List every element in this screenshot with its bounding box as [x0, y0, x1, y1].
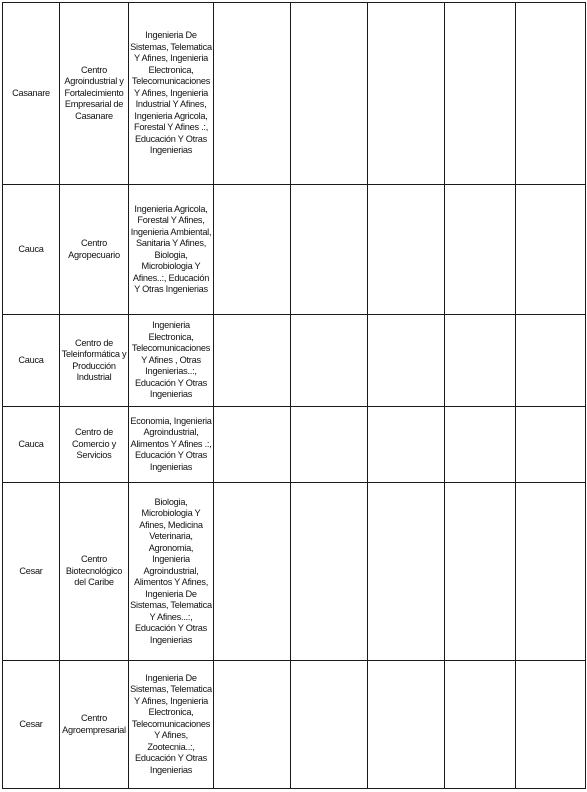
table-row: [3, 185, 586, 315]
centro-cell: Centro de Teleinformática y Producción Industrial: [60, 315, 129, 407]
table-row: [3, 483, 586, 661]
empty-cell: [214, 185, 291, 315]
empty-cell: [214, 661, 291, 789]
centro-cell: Centro Agroempresarial: [60, 661, 129, 789]
departamento-cell: Casanare: [3, 3, 60, 185]
programas-cell: Economia, Ingenieria Agroindustrial, Alimentos Y Afines .:, Educación Y Otras Ingenierias: [129, 407, 214, 483]
table-row: [3, 661, 586, 789]
empty-cell: [291, 661, 368, 789]
departamento-cell: Cauca: [3, 185, 60, 315]
empty-cell: [291, 3, 368, 185]
empty-cell: [445, 3, 516, 185]
empty-cell: [445, 185, 516, 315]
empty-cell: [291, 483, 368, 661]
document-table: [2, 2, 586, 789]
empty-cell: [445, 661, 516, 789]
empty-cell: [368, 407, 445, 483]
programas-cell: Ingenieria De Sistemas, Telematica Y Afines, Ingenieria Electronica, Telecomunicaciones Y Afines, Ingenieria Industrial Y Afines, Ingenieria Agricola, Forestal Y Afines .:, Educación Y Otras Ingenierias: [129, 3, 214, 185]
centro-cell: Centro de Comercio y Servicios: [60, 407, 129, 483]
empty-cell: [516, 185, 586, 315]
empty-cell: [214, 407, 291, 483]
empty-cell: [516, 3, 586, 185]
programas-cell: Ingenieria Electronica, Telecomunicaciones Y Afines , Otras Ingenierias..:, Educación Y Otras Ingenierias: [129, 315, 214, 407]
centro-cell: Centro Agroindustrial y Fortalecimiento Empresarial de Casanare: [60, 3, 129, 185]
empty-cell: [368, 185, 445, 315]
empty-cell: [291, 185, 368, 315]
empty-cell: [516, 407, 586, 483]
table-row: [3, 3, 586, 185]
centro-cell: Centro Biotecnológico del Caribe: [60, 483, 129, 661]
departamento-cell: Cauca: [3, 315, 60, 407]
departamento-cell: Cesar: [3, 483, 60, 661]
programas-cell: Biologia, Microbiologia Y Afines, Medicina Veterinaria, Agronomia, Ingenieria Agroindustrial, Alimentos Y Afines, Ingenieria De Sistemas, Telematica Y Afines...:, Educación Y Otras Ingenierias: [129, 483, 214, 661]
table-row: [3, 407, 586, 483]
departamento-cell: Cesar: [3, 661, 60, 789]
empty-cell: [368, 483, 445, 661]
empty-cell: [214, 315, 291, 407]
empty-cell: [368, 3, 445, 185]
programas-cell: Ingenieria De Sistemas, Telematica Y Afines, Ingenieria Electronica, Telecomunicaciones Y Afines, Zootecnia..:, Educación Y Otras Ingenierias: [129, 661, 214, 789]
empty-cell: [516, 315, 586, 407]
empty-cell: [445, 407, 516, 483]
empty-cell: [516, 483, 586, 661]
empty-cell: [445, 483, 516, 661]
empty-cell: [214, 483, 291, 661]
departamento-cell: Cauca: [3, 407, 60, 483]
table-row: [3, 315, 586, 407]
empty-cell: [368, 661, 445, 789]
empty-cell: [516, 661, 586, 789]
empty-cell: [214, 3, 291, 185]
centro-cell: Centro Agropecuario: [60, 185, 129, 315]
empty-cell: [291, 407, 368, 483]
empty-cell: [445, 315, 516, 407]
programas-cell: Ingenieria Agricola, Forestal Y Afines, Ingenieria Ambiental, Sanitaria Y Afines, Biologia, Microbiologia Y Afines..:, Educación Y Otras Ingenierias: [129, 185, 214, 315]
empty-cell: [368, 315, 445, 407]
empty-cell: [291, 315, 368, 407]
